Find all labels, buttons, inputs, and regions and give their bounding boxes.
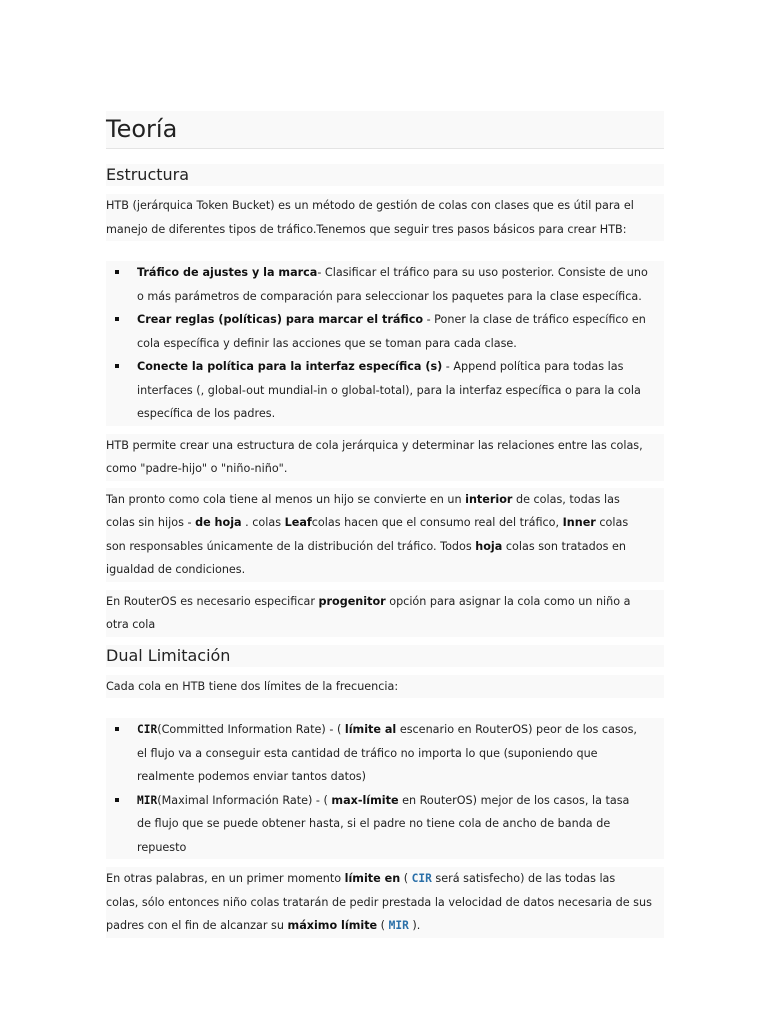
section-heading-dual-band — [106, 645, 664, 667]
term-progenitor: progenitor — [318, 594, 386, 608]
term-maximo-limite: máximo límite — [287, 919, 378, 932]
dual-intro-text: Cada cola en HTB tiene dos límites de la frecuencia: — [106, 679, 399, 693]
text-run: repuesto — [137, 840, 187, 854]
code-cir: CIR — [137, 723, 158, 736]
step-1-title: Tráfico de ajustes y la marca — [137, 266, 318, 279]
step-3-text: - Append política para todas las — [442, 360, 624, 373]
step-2-text: - Poner la clase de tráfico específico en — [423, 313, 646, 326]
text-run: colas hacen que el consumo real del tráfico, — [311, 516, 563, 529]
bullet-icon — [115, 364, 119, 368]
text-run: igualdad de condiciones. — [106, 563, 246, 576]
text-run: colas son tratados en — [502, 539, 626, 553]
term-inner: Inner — [562, 516, 596, 529]
section-heading-estructura-band — [106, 164, 664, 186]
text-run: en RouterOS) mejor de los casos, la tasa — [398, 793, 630, 807]
text-run: ( — [377, 919, 389, 932]
code-mir-link[interactable]: MIR — [388, 919, 409, 932]
term-hoja: hoja — [475, 539, 503, 553]
text-run: . colas — [241, 516, 285, 529]
htb-line-2: como "padre-hijo" o "niño-niño". — [106, 462, 288, 475]
step-1-text-2: o más parámetros de comparación para seleccionar los paquetes para la clase específica. — [137, 289, 642, 303]
limits-list — [106, 718, 664, 859]
text-run: el flujo va a conseguir esta cantidad de tráfico no importa lo que (suponiendo que — [137, 746, 598, 760]
term-limite-en: límite en — [344, 872, 401, 885]
intro-paragraph — [106, 194, 664, 241]
list-item — [106, 308, 664, 355]
text-run: opción para asignar la cola como un niño a — [385, 594, 631, 608]
intro-line-2: manejo de diferentes tipos de tráfico.Tenemos que seguir tres pasos básicos para crear HTB: — [106, 222, 627, 236]
htb-line-1: HTB permite crear una estructura de cola jerárquica y determinar las relaciones entre las colas, — [106, 438, 643, 452]
section-heading-dual: Dual Limitación — [106, 645, 231, 665]
text-run: padres con el fin de alcanzar su — [106, 919, 288, 932]
document-body — [106, 111, 664, 938]
text-run: son responsables únicamente de la distribución del tráfico. Todos — [106, 539, 476, 553]
page-title: Teoría — [106, 111, 664, 149]
text-run: ( — [400, 872, 412, 885]
list-item — [106, 261, 664, 308]
htb-paragraph — [106, 434, 664, 481]
list-item — [106, 718, 664, 789]
steps-list — [106, 261, 664, 426]
step-2-title: Crear reglas (políticas) para marcar el tráfico — [137, 313, 424, 326]
text-run: (Maximal Información Rate) - ( — [157, 793, 332, 807]
step-2-text-2: cola específica y definir las acciones que se toman para cada clase. — [137, 336, 517, 350]
routeros-paragraph — [106, 590, 664, 637]
text-run: En RouterOS es necesario especificar — [106, 594, 319, 608]
step-3-text-3: específica de los padres. — [137, 407, 276, 420]
final-paragraph — [106, 867, 664, 938]
term-leaf: Leaf — [284, 516, 312, 529]
text-run: de colas, todas las — [512, 492, 620, 506]
text-run: de flujo que se puede obtener hasta, si el padre no tiene cola de ancho de banda de — [137, 817, 611, 830]
text-run: colas sin hijos - — [106, 516, 196, 529]
bullet-icon — [115, 317, 119, 321]
text-run: Tan pronto como cola tiene al menos un hijo se convierte en un — [106, 492, 466, 506]
text-run: ). — [408, 919, 421, 932]
text-run: escenario en RouterOS) peor de los casos, — [396, 723, 637, 736]
section-heading-estructura: Estructura — [106, 165, 190, 184]
text-run: En otras palabras, en un primer momento — [106, 872, 345, 885]
intro-line-1: HTB (jerárquica Token Bucket) es un método de gestión de colas con clases que es útil para el — [106, 199, 634, 212]
text-run: colas, sólo entonces niño colas tratarán de pedir prestada la velocidad de datos necesaria de sus — [106, 895, 652, 909]
term-interior: interior — [465, 492, 513, 506]
code-mir: MIR — [137, 793, 158, 807]
bullet-icon — [115, 270, 119, 274]
dual-intro-paragraph — [106, 675, 664, 699]
text-run: será satisfecho) de las todas las — [431, 872, 616, 885]
list-item — [106, 355, 664, 426]
term-max-limite: max-límite — [331, 793, 399, 807]
hierarchy-paragraph — [106, 488, 664, 582]
term-de-hoja: de hoja — [195, 516, 242, 529]
text-run: (Committed Information Rate) - ( — [157, 723, 345, 736]
text-run: realmente podemos enviar tantos datos) — [137, 770, 366, 783]
step-3-title: Conecte la política para la interfaz específica (s) — [137, 360, 443, 373]
code-cir-link[interactable]: CIR — [411, 872, 432, 885]
bullet-icon — [115, 727, 119, 731]
title-band — [106, 111, 664, 149]
term-limite-al: límite al — [344, 723, 397, 736]
text-run: otra cola — [106, 618, 156, 631]
text-run: colas — [595, 516, 629, 529]
bullet-icon — [115, 798, 119, 802]
list-item — [106, 789, 664, 860]
step-3-text-2: interfaces (, global-out mundial-in o global-total), para la interfaz específica o para la cola — [137, 383, 641, 397]
step-1-text: - Clasificar el tráfico para su uso posterior. Consiste de uno — [317, 266, 648, 279]
